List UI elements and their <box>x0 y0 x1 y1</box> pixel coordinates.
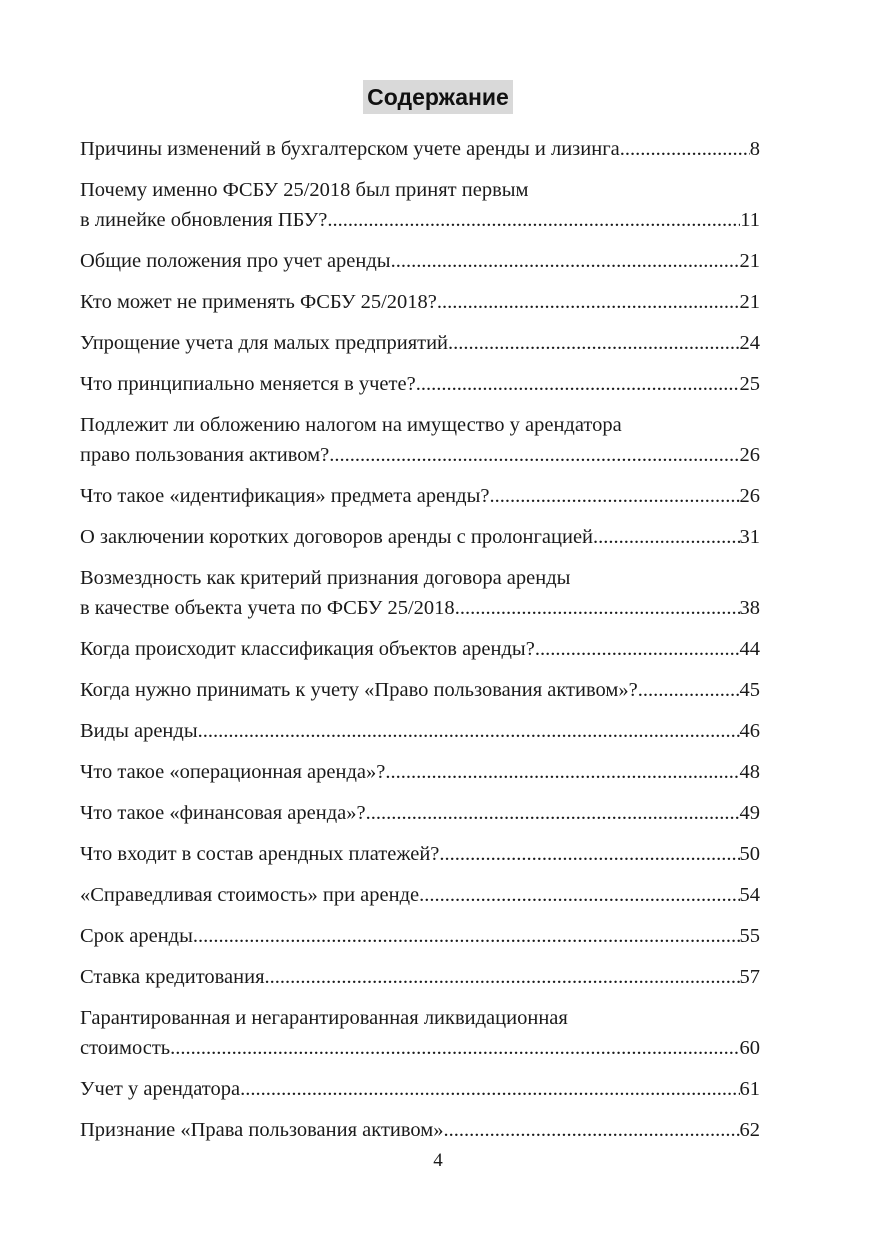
title-wrapper <box>0 80 876 114</box>
dot-leader <box>448 328 739 358</box>
table-of-contents <box>80 134 760 1156</box>
toc-entry[interactable] <box>80 481 760 511</box>
toc-page-number: 54 <box>739 884 760 906</box>
toc-entry-line <box>80 481 760 511</box>
toc-entry[interactable] <box>80 634 760 664</box>
toc-page-number: 24 <box>739 332 760 354</box>
toc-entry-line <box>80 287 760 317</box>
toc-page-number: 45 <box>739 679 760 701</box>
toc-entry[interactable] <box>80 1003 760 1063</box>
dot-leader <box>489 481 739 511</box>
toc-entry[interactable] <box>80 839 760 869</box>
toc-entry-line <box>80 921 760 951</box>
dot-leader <box>366 798 740 828</box>
toc-entry-title: «Справедливая стоимость» при аренде <box>80 884 420 906</box>
toc-entry[interactable] <box>80 757 760 787</box>
toc-entry-line <box>80 410 760 440</box>
toc-entry-title: Срок аренды <box>80 925 193 947</box>
toc-entry[interactable] <box>80 522 760 552</box>
toc-entry[interactable] <box>80 962 760 992</box>
toc-entry[interactable] <box>80 287 760 317</box>
toc-entry-title: в линейке обновления ПБУ? <box>80 209 328 231</box>
toc-entry[interactable] <box>80 798 760 828</box>
toc-entry-line <box>80 563 760 593</box>
toc-entry[interactable] <box>80 716 760 746</box>
dot-leader <box>327 205 740 235</box>
toc-page-number: 62 <box>739 1119 760 1141</box>
toc-entry-title: стоимость <box>80 1037 171 1059</box>
page-number: 4 <box>433 1150 443 1171</box>
dot-leader <box>439 839 739 869</box>
toc-entry-line <box>80 1003 760 1033</box>
toc-entry-line <box>80 522 760 552</box>
toc-entry[interactable] <box>80 246 760 276</box>
toc-entry-title: Причины изменений в бухгалтерском учете аренды и лизинга <box>80 138 620 160</box>
toc-page-number: 21 <box>739 291 760 313</box>
dot-leader <box>444 1115 740 1145</box>
dot-leader <box>455 593 740 623</box>
toc-entry-line <box>80 440 760 470</box>
toc-entry[interactable] <box>80 880 760 910</box>
toc-entry-line <box>80 593 760 623</box>
toc-page-number: 49 <box>739 802 760 824</box>
toc-entry[interactable] <box>80 175 760 235</box>
dot-leader <box>437 287 740 317</box>
dot-leader <box>620 134 750 164</box>
toc-entry[interactable] <box>80 675 760 705</box>
toc-page-number: 55 <box>739 925 760 947</box>
toc-page-number: 57 <box>739 966 760 988</box>
toc-entry-line <box>80 1074 760 1104</box>
toc-entry-title: в качестве объекта учета по ФСБУ 25/2018 <box>80 597 455 619</box>
dot-leader <box>638 675 740 705</box>
toc-entry-title: Виды аренды <box>80 720 198 742</box>
toc-entry-line <box>80 798 760 828</box>
dot-leader <box>419 880 739 910</box>
dot-leader <box>593 522 739 552</box>
dot-leader <box>265 962 740 992</box>
toc-entry-line <box>80 716 760 746</box>
toc-entry[interactable] <box>80 410 760 470</box>
toc-entry[interactable] <box>80 1115 760 1145</box>
toc-page-number: 61 <box>739 1078 760 1100</box>
toc-entry-line <box>80 246 760 276</box>
toc-entry[interactable] <box>80 1074 760 1104</box>
toc-entry-title: Что принципиально меняется в учете? <box>80 373 416 395</box>
toc-entry-title: Признание «Права пользования активом» <box>80 1119 444 1141</box>
toc-entry-title: Что такое «операционная аренда»? <box>80 761 386 783</box>
toc-page-number: 48 <box>739 761 760 783</box>
toc-page-number: 25 <box>739 373 760 395</box>
toc-page-number: 31 <box>739 526 760 548</box>
page-title: Содержание <box>363 80 513 114</box>
toc-entry-title: Гарантированная и негарантированная ликвидационная <box>80 1007 568 1029</box>
toc-entry-line <box>80 634 760 664</box>
toc-page-number: 50 <box>739 843 760 865</box>
toc-page-number: 44 <box>739 638 760 660</box>
dot-leader <box>329 440 739 470</box>
toc-entry[interactable] <box>80 921 760 951</box>
toc-entry-title: Что входит в состав арендных платежей? <box>80 843 440 865</box>
toc-entry-title: Когда нужно принимать к учету «Право пользования активом»? <box>80 679 638 701</box>
toc-entry-line <box>80 328 760 358</box>
toc-entry-line <box>80 839 760 869</box>
toc-entry[interactable] <box>80 328 760 358</box>
toc-page-number: 21 <box>739 250 760 272</box>
toc-entry-title: Возмездность как критерий признания договора аренды <box>80 567 571 589</box>
toc-entry-line <box>80 675 760 705</box>
toc-entry-line <box>80 205 760 235</box>
toc-entry-title: Учет у арендатора <box>80 1078 241 1100</box>
toc-entry-title: Подлежит ли обложению налогом на имущество у арендатора <box>80 414 622 436</box>
toc-page-number: 11 <box>740 209 760 231</box>
toc-entry-line <box>80 175 760 205</box>
toc-page-number: 8 <box>749 138 760 160</box>
toc-entry-line <box>80 962 760 992</box>
toc-entry-line <box>80 757 760 787</box>
toc-entry-title: Почему именно ФСБУ 25/2018 был принят первым <box>80 179 529 201</box>
dot-leader <box>391 246 740 276</box>
toc-page-number: 26 <box>739 485 760 507</box>
toc-entry-title: Кто может не применять ФСБУ 25/2018? <box>80 291 437 313</box>
toc-entry[interactable] <box>80 369 760 399</box>
dot-leader <box>385 757 739 787</box>
dot-leader <box>416 369 740 399</box>
toc-page-number: 60 <box>739 1037 760 1059</box>
dot-leader <box>198 716 740 746</box>
toc-entry-title: Что такое «финансовая аренда»? <box>80 802 366 824</box>
toc-entry-title: Ставка кредитования <box>80 966 265 988</box>
toc-entry-line <box>80 1033 760 1063</box>
toc-entry-title: право пользования активом? <box>80 444 330 466</box>
toc-entry-line <box>80 134 760 164</box>
toc-entry[interactable] <box>80 134 760 164</box>
toc-entry-line <box>80 1115 760 1145</box>
toc-page-number: 46 <box>739 720 760 742</box>
toc-entry-title: Общие положения про учет аренды <box>80 250 391 272</box>
toc-entry-title: Что такое «идентификация» предмета аренды? <box>80 485 490 507</box>
toc-entry-title: Когда происходит классификация объектов аренды? <box>80 638 535 660</box>
toc-entry-title: О заключении коротких договоров аренды с пролонгацией <box>80 526 594 548</box>
toc-entry[interactable] <box>80 563 760 623</box>
toc-entry-line <box>80 880 760 910</box>
toc-page-number: 26 <box>739 444 760 466</box>
toc-page-number: 38 <box>739 597 760 619</box>
dot-leader <box>240 1074 739 1104</box>
dot-leader <box>170 1033 739 1063</box>
toc-entry-line <box>80 369 760 399</box>
dot-leader <box>193 921 740 951</box>
toc-entry-title: Упрощение учета для малых предприятий <box>80 332 449 354</box>
dot-leader <box>535 634 740 664</box>
